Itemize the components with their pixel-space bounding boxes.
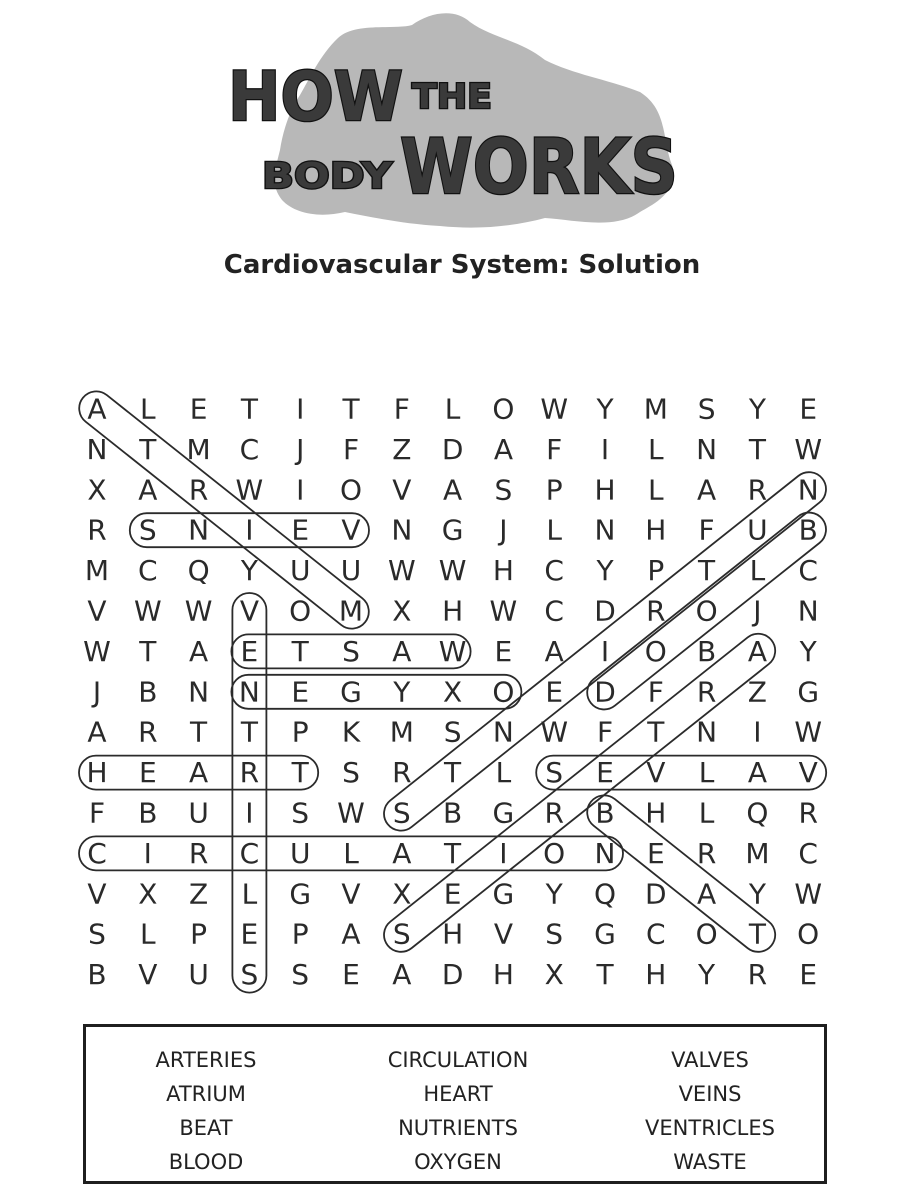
grid-letter: L [495,756,512,790]
word-search-grid [0,380,924,1000]
grid-letter: A [392,958,412,992]
grid-letter: Y [799,634,817,668]
grid-letter: A [747,634,767,668]
grid-letter: B [442,796,463,830]
grid-letter: I [600,634,610,668]
grid-letter: N [797,473,819,507]
grid-letter: N [492,715,514,749]
grid-letter: F [596,715,614,749]
grid-letter: E [596,756,614,790]
word-list-item: VENTRICLES [645,1116,775,1140]
grid-letter: T [647,715,665,749]
grid-letter: A [443,473,463,507]
grid-letter: R [188,473,209,507]
grid-letter: U [747,513,768,547]
grid-letter: F [342,432,360,466]
grid-letter: Y [393,675,411,709]
grid-letter: E [494,634,513,668]
grid-letter: B [595,796,615,830]
grid-letter: V [239,594,259,628]
grid-letter: Y [748,877,766,911]
grid-letter: V [87,594,107,628]
grid-letter: Y [596,392,614,426]
word-list-column-3 [590,1043,830,1179]
grid-letter: Z [189,877,209,911]
word-list-item: BLOOD [168,1150,244,1174]
grid-letter: B [798,513,818,547]
grid-letter: W [794,715,823,749]
grid-letter: B [696,634,717,668]
word-list-item: CIRCULATION [387,1048,529,1072]
grid-letter: I [296,392,305,426]
grid-letter: N [696,432,718,466]
grid-letter: L [698,756,715,790]
grid-letter: S [494,473,513,507]
grid-letter: E [545,675,564,709]
grid-letter: O [644,634,667,668]
grid-letter: P [190,917,208,951]
grid-letter: W [387,554,416,588]
grid-letter: W [235,473,264,507]
grid-letter: F [88,796,106,830]
grid-letter: T [240,715,258,749]
solution-loop-oxygen [231,675,521,709]
grid-letter: L [139,392,156,426]
grid-letter: L [749,554,766,588]
grid-letter: C [544,594,564,628]
grid-letter: S [697,392,716,426]
grid-letter: E [342,958,360,992]
word-list-item: HEART [423,1082,493,1106]
grid-letter: G [289,877,312,911]
grid-letter: C [239,836,260,870]
grid-letter: F [698,513,715,547]
grid-letter: J [499,513,508,547]
grid-letter: I [600,432,610,466]
grid-letter: G [340,675,362,709]
grid-letter: N [188,513,210,547]
grid-letter: N [594,836,616,870]
grid-letter: A [544,634,564,668]
grid-letter: W [83,634,111,668]
grid-letter: E [799,392,818,426]
word-list-item: ATRIUM [166,1082,246,1106]
grid-letter: T [698,554,716,588]
grid-letter: V [341,877,361,911]
grid-letter: I [143,836,152,870]
grid-letter: X [392,594,412,628]
grid-letter: S [138,513,157,547]
logo [0,0,924,240]
grid-letter: I [499,836,508,870]
grid-letter: V [138,958,158,992]
grid-letter: N [188,675,210,709]
grid-letter: H [442,594,464,628]
grid-letter: J [753,594,762,628]
grid-letter: W [489,594,518,628]
grid-letter: Q [593,877,617,911]
grid-letter: T [342,392,360,426]
grid-letter: O [492,392,515,426]
solution-loop-arteries [72,384,375,635]
grid-letter: A [392,634,412,668]
grid-letter: U [340,554,362,588]
grid-letter: R [696,675,717,709]
grid-letter: C [544,554,564,588]
grid-letter: S [545,756,564,790]
grid-letter: N [391,513,413,547]
grid-letter: I [245,513,254,547]
grid-letter: X [392,877,412,911]
grid-letter: A [697,473,717,507]
grid-letter: W [540,715,569,749]
grid-letter: V [798,756,818,790]
grid-letter: T [190,715,208,749]
grid-letter: U [188,958,209,992]
grid-letter: M [338,594,364,628]
page-title: Cardiovascular System: Solution [223,250,701,280]
grid-letter: Z [392,432,412,466]
grid-letter: R [87,513,107,547]
grid-letter: N [86,432,108,466]
grid-letter: L [241,877,258,911]
grid-letter: X [138,877,158,911]
grid-letter: A [392,836,412,870]
grid-letter: S [291,796,310,830]
grid-letter: U [289,836,311,870]
grid-letter: N [696,715,718,749]
grid-letter: V [493,917,513,951]
grid-letter: I [753,715,762,749]
grid-letter: E [138,756,157,790]
grid-letter: M [643,392,668,426]
grid-letter: O [339,473,363,507]
grid-letter: T [444,756,462,790]
grid-letter: A [87,715,107,749]
grid-letter: Y [596,554,614,588]
grid-letter: N [238,675,260,709]
grid-letter: T [748,432,766,466]
grid-letter: Y [698,958,716,992]
grid-letter: D [645,877,667,911]
grid-letter: Y [240,554,258,588]
grid-letter: E [189,392,208,426]
grid-letter: H [645,796,667,830]
grid-letter: R [544,796,564,830]
grid-letter: I [245,796,254,830]
grid-letter: G [594,917,616,951]
grid-letter: A [341,917,361,951]
grid-letter: W [540,392,569,426]
grid-letter: V [87,877,107,911]
grid-letter: T [291,756,309,790]
grid-letter: H [442,917,464,951]
word-list-item: ARTERIES [155,1048,257,1072]
grid-letter: S [291,958,310,992]
grid-letter: P [647,554,665,588]
grid-letter: E [799,958,818,992]
grid-letter: J [92,675,102,709]
grid-letter: H [86,756,108,790]
grid-letter: S [545,917,564,951]
grid-letter: E [291,513,310,547]
solution-loop-valves [536,756,826,790]
grid-letter: R [747,473,768,507]
grid-letter: O [289,594,312,628]
word-list-item: BEAT [179,1116,233,1140]
grid-letter: S [392,917,411,951]
grid-letter: S [88,917,106,951]
grid-letter: E [291,675,310,709]
grid-letter: M [745,836,770,870]
grid-letter: H [492,554,514,588]
grid-letter: L [444,392,461,426]
grid-letter: T [596,958,614,992]
grid-letter: C [239,432,260,466]
grid-letter: D [594,594,616,628]
grid-letter: R [188,836,209,870]
grid-letter: L [139,917,156,951]
grid-letter: S [443,715,462,749]
grid-letter: A [747,756,767,790]
logo-how: HOW [228,58,403,137]
grid-letter: K [341,715,361,749]
grid-letter: R [392,756,412,790]
grid-letter: S [240,958,259,992]
grid-letter: M [389,715,414,749]
grid-letter: H [645,958,667,992]
grid-letter: E [240,634,259,668]
grid-letter: L [647,473,664,507]
word-list-item: WASTE [673,1150,747,1174]
grid-letter: B [138,796,158,830]
grid-letter: L [343,836,359,870]
word-list-item: NUTRIENTS [398,1116,518,1140]
grid-letter: W [337,796,365,830]
grid-letter: W [438,554,467,588]
grid-letter: A [189,634,209,668]
grid-letter: F [393,392,410,426]
grid-letter: T [139,432,157,466]
grid-letter: M [84,554,110,588]
grid-letter: T [444,836,462,870]
grid-letter: V [392,473,412,507]
grid-letter: A [697,877,717,911]
logo-body: BODY [262,156,394,197]
grid-letter: T [139,634,157,668]
solution-loop-atrium [377,627,782,959]
grid-letter: I [296,473,305,507]
grid-letter: G [492,877,515,911]
grid-letter: X [544,958,564,992]
logo-the: THE [412,77,492,117]
grid-letter: G [441,513,464,547]
grid-letter: P [545,473,563,507]
grid-letter: O [695,594,718,628]
word-list-item: OXYGEN [414,1150,502,1174]
grid-letter: L [647,432,664,466]
grid-letter: N [797,594,819,628]
grid-letter: Q [187,554,210,588]
grid-letter: C [87,836,107,870]
grid-letter: O [695,917,718,951]
grid-letter: F [546,432,563,466]
grid-letter: D [441,432,464,466]
word-list-item: VALVES [671,1048,749,1072]
word-list-item: VEINS [678,1082,742,1106]
grid-letter: L [546,513,563,547]
grid-letter: R [138,715,158,749]
grid-letter: A [189,756,209,790]
grid-letter: C [138,554,158,588]
grid-letter: O [797,917,820,951]
grid-letter: B [138,675,158,709]
grid-letter: E [240,917,259,951]
grid-letter: C [798,836,818,870]
grid-letter: H [594,473,616,507]
grid-letter: R [747,958,768,992]
grid-letter: U [289,554,311,588]
grid-letter: V [646,756,666,790]
grid-letter: E [443,877,462,911]
grid-letter: G [797,675,820,709]
grid-letter: N [594,513,616,547]
grid-letter: A [493,432,513,466]
grid-letter: C [798,554,818,588]
grid-letter: X [87,473,107,507]
grid-letter: V [341,513,361,547]
grid-letter: S [342,634,360,668]
grid-letter: W [794,877,823,911]
word-list-box [83,1024,827,1184]
word-list-column-2 [338,1043,578,1179]
grid-letter: M [186,432,211,466]
grid-letter: Z [747,675,767,709]
grid-letter: T [291,634,309,668]
grid-letter: G [492,796,515,830]
grid-letter: A [87,392,107,426]
grid-letter: J [296,432,305,466]
grid-letter: B [87,958,107,992]
grid-letter: P [291,917,309,951]
grid-letter: T [240,392,258,426]
grid-letter: R [239,756,260,790]
grid-letter: D [594,675,616,709]
grid-letter: R [798,796,818,830]
grid-letter: P [291,715,309,749]
grid-letter: S [392,796,411,830]
grid-letter: T [748,917,766,951]
grid-letter: Q [746,796,769,830]
grid-letter: E [646,836,665,870]
grid-letter: O [543,836,566,870]
logo-works: WORKS [400,122,678,211]
grid-letter: X [443,675,463,709]
grid-letter: O [492,675,515,709]
grid-letter: U [188,796,209,830]
grid-letter: A [138,473,158,507]
grid-letter: D [441,958,464,992]
grid-letter: R [696,836,717,870]
grid-letter: W [438,634,467,668]
grid-letter: Y [545,877,563,911]
grid-letter: S [342,756,360,790]
grid-letter: W [133,594,162,628]
grid-letter: C [646,917,666,951]
grid-letter: R [646,594,666,628]
grid-letter: L [698,796,715,830]
grid-letter: Y [748,392,766,426]
grid-letter: F [647,675,664,709]
grid-letter: W [794,432,823,466]
word-list-column-1 [86,1043,326,1179]
grid-letter: H [492,958,514,992]
grid-letter: W [184,594,213,628]
grid-letter: H [645,513,667,547]
